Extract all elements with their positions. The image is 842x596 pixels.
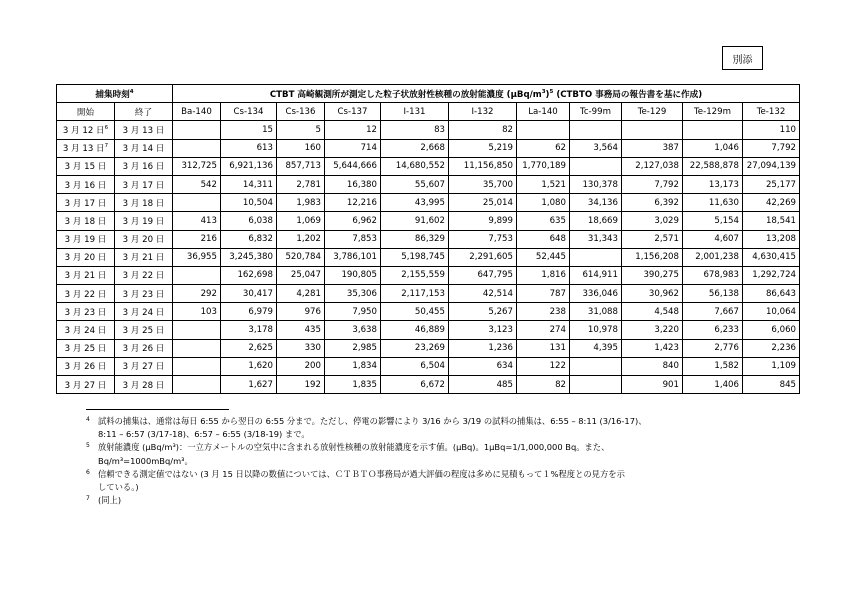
- end-date-cell: 3 月 18 日: [115, 194, 173, 212]
- concentration-cell: 976: [277, 303, 325, 321]
- start-date-cell: 3 月 24 日: [57, 321, 115, 339]
- concentration-cell: 10,064: [743, 303, 800, 321]
- footnote: [86, 494, 746, 507]
- concentration-cell: 1,620: [221, 357, 277, 375]
- concentration-cell: 1,521: [517, 175, 570, 193]
- concentration-cell: 2,776: [683, 339, 743, 357]
- concentration-cell: 714: [325, 139, 381, 157]
- concentration-cell: 387: [622, 139, 683, 157]
- concentration-cell: 6,060: [743, 321, 800, 339]
- end-date-cell: 3 月 27 日: [115, 357, 173, 375]
- table-row: [57, 303, 800, 321]
- nuclide-header: La-140: [517, 103, 570, 121]
- concentration-cell: [173, 121, 221, 139]
- concentration-cell: 1,046: [683, 139, 743, 157]
- attachment-label: 別添: [722, 46, 763, 70]
- concentration-cell: 4,395: [570, 339, 622, 357]
- concentration-cell: 200: [277, 357, 325, 375]
- nuclide-header: I-132: [449, 103, 517, 121]
- concentration-cell: 12: [325, 121, 381, 139]
- concentration-cell: 1,080: [517, 194, 570, 212]
- footnote-line: 試料の捕集は、通常は毎日 6:55 から翌日の 6:55 分まで。ただし、停電の影響により 3/16 から 3/19 の試料の捕集は、6:55 – 8:11 (3/16-17)、: [98, 416, 647, 426]
- concentration-cell: 6,672: [381, 376, 449, 394]
- end-date-cell: 3 月 16 日: [115, 157, 173, 175]
- concentration-cell: 857,713: [277, 157, 325, 175]
- start-column-header: 開始: [57, 103, 115, 121]
- concentration-cell: [570, 357, 622, 375]
- concentration-cell: 2,117,153: [381, 285, 449, 303]
- start-date-cell: 3 月 20 日: [57, 248, 115, 266]
- concentration-cell: 190,805: [325, 266, 381, 284]
- concentration-cell: 15: [221, 121, 277, 139]
- nuclide-header: Tc-99m: [570, 103, 622, 121]
- concentration-cell: 82: [449, 121, 517, 139]
- concentration-cell: 4,548: [622, 303, 683, 321]
- concentration-cell: 130,378: [570, 175, 622, 193]
- end-date-cell: 3 月 21 日: [115, 248, 173, 266]
- end-date-cell: 3 月 19 日: [115, 212, 173, 230]
- end-date-cell: 3 月 26 日: [115, 339, 173, 357]
- concentration-cell: 1,202: [277, 230, 325, 248]
- start-date-cell: 3 月 19 日: [57, 230, 115, 248]
- radioactivity-table: [56, 84, 800, 394]
- concentration-cell: 160: [277, 139, 325, 157]
- concentration-cell: 7,667: [683, 303, 743, 321]
- concentration-cell: 27,094,139: [743, 157, 800, 175]
- concentration-cell: 635: [517, 212, 570, 230]
- start-date-cell: 3 月 25 日: [57, 339, 115, 357]
- concentration-cell: 86,329: [381, 230, 449, 248]
- concentration-cell: 18,669: [570, 212, 622, 230]
- concentration-cell: 43,995: [381, 194, 449, 212]
- concentration-cell: 14,311: [221, 175, 277, 193]
- footnote-line: Bq/m³=1000mBq/m³。: [98, 455, 193, 466]
- concentration-cell: [173, 376, 221, 394]
- table-row: [57, 248, 800, 266]
- footnote-mark: 6: [86, 468, 90, 476]
- concentration-cell: 6,921,136: [221, 157, 277, 175]
- footnote-line: している。): [98, 482, 139, 493]
- concentration-cell: 3,245,380: [221, 248, 277, 266]
- concentration-cell: 2,001,238: [683, 248, 743, 266]
- start-date-cell: 3 月 23 日: [57, 303, 115, 321]
- concentration-cell: 3,638: [325, 321, 381, 339]
- concentration-cell: 11,156,850: [449, 157, 517, 175]
- concentration-cell: 31,343: [570, 230, 622, 248]
- concentration-cell: 50,455: [381, 303, 449, 321]
- end-date-cell: 3 月 25 日: [115, 321, 173, 339]
- concentration-cell: 18,541: [743, 212, 800, 230]
- table-row: [57, 339, 800, 357]
- concentration-cell: 110: [743, 121, 800, 139]
- start-date-cell: 3 月 16 日: [57, 175, 115, 193]
- concentration-cell: 42,514: [449, 285, 517, 303]
- concentration-cell: 2,291,605: [449, 248, 517, 266]
- concentration-cell: 34,136: [570, 194, 622, 212]
- nuclide-header: I-131: [381, 103, 449, 121]
- concentration-cell: 1,983: [277, 194, 325, 212]
- concentration-cell: 1,582: [683, 357, 743, 375]
- concentration-cell: 6,038: [221, 212, 277, 230]
- start-date-cell: 3 月 22 日: [57, 285, 115, 303]
- concentration-cell: 31,088: [570, 303, 622, 321]
- table-row: [57, 321, 800, 339]
- concentration-cell: 413: [173, 212, 221, 230]
- concentration-cell: 336,046: [570, 285, 622, 303]
- footnote-mark: 7: [86, 495, 90, 503]
- concentration-cell: 13,208: [743, 230, 800, 248]
- concentration-cell: 7,853: [325, 230, 381, 248]
- concentration-cell: 16,380: [325, 175, 381, 193]
- concentration-cell: 787: [517, 285, 570, 303]
- footnote-line: 信頼できる測定値ではない (3 月 15 日以降の数値については、ＣＴＢＴＯ事務局が過大評価の程度は多めに見積もって１%程度との見方を示: [98, 468, 625, 479]
- concentration-cell: 103: [173, 303, 221, 321]
- start-date-cell: 3 月 27 日: [57, 376, 115, 394]
- footnote: [86, 415, 746, 441]
- concentration-cell: 292: [173, 285, 221, 303]
- concentration-cell: 1,627: [221, 376, 277, 394]
- table-title-header: CTBT 高崎観測所が測定した粒子状放射性核種の放射能濃度 $(\mu Bq/m^3)^5$ (CTBTO 事務局の報告書を基に作成): [173, 85, 800, 103]
- table-row: [57, 285, 800, 303]
- table-row: [57, 266, 800, 284]
- concentration-cell: 36,955: [173, 248, 221, 266]
- concentration-cell: 11,630: [683, 194, 743, 212]
- concentration-cell: 9,899: [449, 212, 517, 230]
- table-row: [57, 230, 800, 248]
- concentration-cell: 3,786,101: [325, 248, 381, 266]
- concentration-cell: 23,269: [381, 339, 449, 357]
- concentration-cell: 485: [449, 376, 517, 394]
- concentration-cell: 42,269: [743, 194, 800, 212]
- concentration-cell: 162,698: [221, 266, 277, 284]
- nuclide-header: Cs-137: [325, 103, 381, 121]
- concentration-cell: 5,198,745: [381, 248, 449, 266]
- concentration-cell: 2,668: [381, 139, 449, 157]
- table-row: [57, 157, 800, 175]
- concentration-cell: 4,607: [683, 230, 743, 248]
- table-row: [57, 139, 800, 157]
- nuclide-header: Ba-140: [173, 103, 221, 121]
- table-row: [57, 212, 800, 230]
- concentration-cell: 1,834: [325, 357, 381, 375]
- concentration-cell: 1,423: [622, 339, 683, 357]
- concentration-cell: 82: [517, 376, 570, 394]
- end-date-cell: 3 月 23 日: [115, 285, 173, 303]
- concentration-cell: 634: [449, 357, 517, 375]
- concentration-cell: 12,216: [325, 194, 381, 212]
- concentration-cell: 1,816: [517, 266, 570, 284]
- concentration-cell: 647,795: [449, 266, 517, 284]
- concentration-cell: 3,220: [622, 321, 683, 339]
- footnote-mark: 4: [86, 416, 90, 423]
- table-header-row: [57, 85, 800, 103]
- concentration-cell: 55,607: [381, 175, 449, 193]
- concentration-cell: 7,792: [743, 139, 800, 157]
- footnotes: [86, 415, 746, 507]
- concentration-cell: 5,267: [449, 303, 517, 321]
- concentration-cell: 14,680,552: [381, 157, 449, 175]
- footnote-line: (同上): [98, 495, 122, 506]
- concentration-cell: 390,275: [622, 266, 683, 284]
- start-date-cell: 3 月 18 日: [57, 212, 115, 230]
- table-row: [57, 121, 800, 139]
- concentration-cell: 25,047: [277, 266, 325, 284]
- concentration-cell: [570, 157, 622, 175]
- concentration-cell: [173, 266, 221, 284]
- concentration-cell: 2,781: [277, 175, 325, 193]
- concentration-cell: 52,445: [517, 248, 570, 266]
- concentration-cell: 435: [277, 321, 325, 339]
- concentration-cell: 6,832: [221, 230, 277, 248]
- concentration-cell: 520,784: [277, 248, 325, 266]
- concentration-cell: 6,504: [381, 357, 449, 375]
- concentration-cell: [173, 321, 221, 339]
- concentration-cell: 4,281: [277, 285, 325, 303]
- concentration-cell: 5,154: [683, 212, 743, 230]
- concentration-cell: 122: [517, 357, 570, 375]
- concentration-cell: 3,123: [449, 321, 517, 339]
- concentration-cell: [173, 339, 221, 357]
- concentration-cell: 2,155,559: [381, 266, 449, 284]
- concentration-cell: 840: [622, 357, 683, 375]
- end-date-cell: 3 月 20 日: [115, 230, 173, 248]
- concentration-cell: 274: [517, 321, 570, 339]
- concentration-cell: 901: [622, 376, 683, 394]
- concentration-cell: 4,630,415: [743, 248, 800, 266]
- concentration-cell: 25,177: [743, 175, 800, 193]
- concentration-cell: 238: [517, 303, 570, 321]
- concentration-cell: 2,236: [743, 339, 800, 357]
- footnote: [86, 441, 746, 467]
- concentration-cell: 131: [517, 339, 570, 357]
- concentration-cell: 1,292,724: [743, 266, 800, 284]
- concentration-cell: 7,792: [622, 175, 683, 193]
- nuclide-header: Te-132: [743, 103, 800, 121]
- concentration-cell: 6,392: [622, 194, 683, 212]
- end-date-cell: 3 月 22 日: [115, 266, 173, 284]
- concentration-cell: 5,219: [449, 139, 517, 157]
- end-column-header: 終了: [115, 103, 173, 121]
- concentration-cell: [622, 121, 683, 139]
- footnote-divider: [86, 409, 229, 410]
- concentration-cell: 10,504: [221, 194, 277, 212]
- concentration-cell: [517, 121, 570, 139]
- concentration-cell: 1,406: [683, 376, 743, 394]
- concentration-cell: 6,233: [683, 321, 743, 339]
- sampling-time-header: 捕集時刻$^4$: [57, 85, 173, 103]
- concentration-cell: [570, 376, 622, 394]
- start-date-cell: 3 月 15 日: [57, 157, 115, 175]
- concentration-cell: 3,178: [221, 321, 277, 339]
- concentration-cell: 312,725: [173, 157, 221, 175]
- concentration-cell: 25,014: [449, 194, 517, 212]
- concentration-cell: 5,644,666: [325, 157, 381, 175]
- concentration-cell: 330: [277, 339, 325, 357]
- concentration-cell: 678,983: [683, 266, 743, 284]
- concentration-cell: 35,700: [449, 175, 517, 193]
- nuclide-header: Te-129m: [683, 103, 743, 121]
- end-date-cell: 3 月 17 日: [115, 175, 173, 193]
- concentration-cell: 83: [381, 121, 449, 139]
- concentration-cell: 91,602: [381, 212, 449, 230]
- concentration-cell: 2,985: [325, 339, 381, 357]
- concentration-cell: 5: [277, 121, 325, 139]
- concentration-cell: [683, 121, 743, 139]
- start-date-cell: 3 月 26 日: [57, 357, 115, 375]
- concentration-cell: 6,979: [221, 303, 277, 321]
- concentration-cell: 62: [517, 139, 570, 157]
- concentration-cell: 86,643: [743, 285, 800, 303]
- end-date-cell: 3 月 28 日: [115, 376, 173, 394]
- nuclide-header: Cs-136: [277, 103, 325, 121]
- concentration-cell: 3,564: [570, 139, 622, 157]
- end-date-cell: 3 月 13 日: [115, 121, 173, 139]
- concentration-cell: 30,417: [221, 285, 277, 303]
- concentration-cell: 56,138: [683, 285, 743, 303]
- concentration-cell: 35,306: [325, 285, 381, 303]
- table-row: [57, 357, 800, 375]
- concentration-cell: 614,911: [570, 266, 622, 284]
- concentration-cell: 2,625: [221, 339, 277, 357]
- concentration-cell: [570, 121, 622, 139]
- concentration-cell: 2,571: [622, 230, 683, 248]
- concentration-cell: 6,962: [325, 212, 381, 230]
- concentration-cell: 845: [743, 376, 800, 394]
- start-date-cell: 3 月 13 日$^7$: [57, 139, 115, 157]
- end-date-cell: 3 月 14 日: [115, 139, 173, 157]
- start-date-cell: 3 月 17 日: [57, 194, 115, 212]
- concentration-cell: 7,950: [325, 303, 381, 321]
- concentration-cell: 1,770,189: [517, 157, 570, 175]
- table-row: [57, 376, 800, 394]
- concentration-cell: 13,173: [683, 175, 743, 193]
- concentration-cell: 216: [173, 230, 221, 248]
- concentration-cell: 1,236: [449, 339, 517, 357]
- footnote: [86, 468, 746, 494]
- table-row: [57, 194, 800, 212]
- concentration-cell: 46,889: [381, 321, 449, 339]
- concentration-cell: [173, 357, 221, 375]
- concentration-cell: [173, 139, 221, 157]
- footnote-mark: 5: [86, 442, 90, 450]
- footnote-line: 放射能濃度 (μBq/m³)：一立方メートルの空気中に含まれる放射性核種の放射能濃度を示す値。(μBq)。1μBq=1/1,000,000 Bq。また、: [98, 442, 610, 453]
- start-date-cell: 3 月 21 日: [57, 266, 115, 284]
- concentration-cell: 1,069: [277, 212, 325, 230]
- concentration-cell: 22,588,878: [683, 157, 743, 175]
- concentration-cell: [173, 194, 221, 212]
- concentration-cell: 10,978: [570, 321, 622, 339]
- concentration-cell: 2,127,038: [622, 157, 683, 175]
- nuclide-header: Cs-134: [221, 103, 277, 121]
- concentration-cell: [570, 248, 622, 266]
- concentration-cell: 1,156,208: [622, 248, 683, 266]
- concentration-cell: 3,029: [622, 212, 683, 230]
- concentration-cell: 648: [517, 230, 570, 248]
- concentration-cell: 1,109: [743, 357, 800, 375]
- footnote-line: 8:11 – 6:57 (3/17-18)、6:57 – 6:55 (3/18-19) まで。: [98, 429, 310, 440]
- concentration-cell: 613: [221, 139, 277, 157]
- end-date-cell: 3 月 24 日: [115, 303, 173, 321]
- start-date-cell: 3 月 12 日$^6$: [57, 121, 115, 139]
- nuclide-header: Te-129: [622, 103, 683, 121]
- column-header-row: [57, 103, 800, 121]
- concentration-cell: 1,835: [325, 376, 381, 394]
- concentration-cell: 7,753: [449, 230, 517, 248]
- concentration-cell: 542: [173, 175, 221, 193]
- table-row: [57, 175, 800, 193]
- concentration-cell: 192: [277, 376, 325, 394]
- concentration-cell: 30,962: [622, 285, 683, 303]
